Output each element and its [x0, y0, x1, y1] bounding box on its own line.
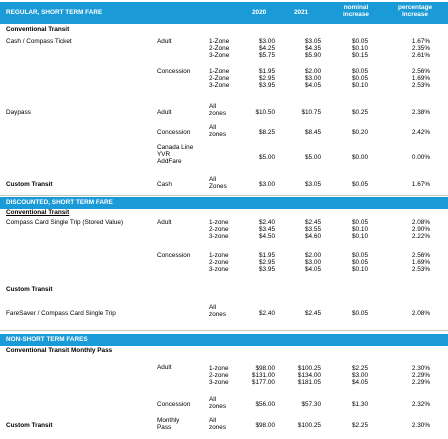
zone-list-item: 2-zone [209, 372, 229, 380]
value-2020-item: $1.95 [259, 68, 275, 75]
rider-type: Concession [157, 252, 191, 259]
percentage-increase-item: 2.35% [411, 45, 430, 53]
percentage-increase-item: 2.90% [411, 226, 430, 234]
value-2020: $3.00 [259, 181, 275, 188]
percentage-increase [400, 38, 430, 60]
value-2020-item: $3.00 [259, 38, 275, 45]
nominal-increase: $2.25 [352, 422, 368, 429]
rider-type: Adult [157, 219, 172, 226]
header-nominal-line: nominal [343, 4, 369, 11]
zone-list-item: 1-zone [209, 252, 229, 259]
zone-list-line: All [209, 124, 217, 131]
zone-list-line: zones [209, 424, 227, 432]
percentage-increase-item: 1.67% [411, 38, 430, 45]
compass-single-adult [0, 219, 448, 245]
value-2021-item: $2.00 [305, 252, 321, 259]
value-2021-item: $134.00 [297, 372, 321, 380]
zone-list-line: zones [209, 131, 227, 139]
rider-type: Concession [157, 68, 191, 75]
value-2020-item: $4.50 [259, 233, 275, 241]
custom-transit-monthly [0, 417, 448, 437]
percentage-increase: 2.32% [411, 401, 430, 408]
percentage-increase-item: 2.29% [411, 372, 430, 380]
nominal-increase [340, 365, 368, 387]
value-2021-item: $3.00 [305, 259, 321, 267]
zone-list [209, 68, 229, 90]
zone-list [209, 417, 226, 431]
zone-list [209, 176, 227, 190]
custom-transit-regular [0, 176, 448, 193]
value-2021: $57.30 [301, 401, 321, 408]
percentage-increase-item: 1.69% [411, 259, 430, 267]
rider-type-line: Canada Line [157, 144, 194, 151]
zone-list-line: All [209, 176, 217, 183]
value-2020-item: $3.95 [259, 266, 275, 274]
rider-type: Concession [157, 401, 191, 408]
row-divider [0, 330, 448, 331]
header-title: REGULAR, SHORT TERM FARE [6, 9, 103, 16]
daypass-yvr [0, 144, 448, 172]
nominal-increase-item: $0.05 [352, 259, 368, 267]
value-2021-item: $3.05 [305, 38, 321, 45]
zone-list [209, 304, 226, 318]
fare-type-label: Custom Transit [6, 181, 53, 188]
value-2020 [249, 252, 275, 274]
value-2020 [249, 365, 275, 387]
value-2020-item: $98.00 [255, 365, 275, 372]
zone-list-item: 1-zone [209, 365, 229, 372]
percentage-increase [400, 219, 430, 241]
percentage-increase-item: 1.69% [411, 75, 430, 83]
nominal-increase-item: $0.10 [352, 82, 368, 90]
header-nominal [338, 4, 374, 18]
value-2021-item: $100.25 [297, 365, 321, 372]
value-2021-item: $4.35 [305, 45, 321, 53]
header-2020: 2020 [252, 9, 267, 16]
nominal-increase [340, 38, 368, 60]
zone-list-item: 1-zone [209, 219, 229, 226]
section-title: NON-SHORT TERM FARES [6, 336, 88, 343]
zone-list [209, 38, 229, 60]
nominal-increase-item: $0.05 [352, 75, 368, 83]
zone-list [209, 396, 226, 410]
value-2020-item: $2.95 [259, 259, 275, 267]
rider-type: Concession [157, 129, 191, 136]
percentage-increase-item: 2.30% [411, 365, 430, 372]
value-2021-item: $4.05 [305, 82, 321, 90]
zone-list-item: 2-zone [209, 226, 229, 234]
compass-single-concession [0, 252, 448, 280]
value-2021-item: $4.60 [305, 233, 321, 241]
percentage-increase-item: 2.08% [411, 219, 430, 226]
value-2020-item: $177.00 [251, 379, 275, 387]
value-2021-item: $181.05 [297, 379, 321, 387]
value-2021 [291, 68, 321, 90]
fare-type-label: Custom Transit [6, 286, 53, 293]
percentage-increase: 2.42% [411, 129, 430, 136]
percentage-increase: 2.08% [411, 310, 430, 317]
percentage-increase: 2.38% [411, 109, 430, 116]
nominal-increase-item: $0.10 [352, 226, 368, 234]
monthly-adult [0, 364, 448, 394]
zone-list-line: All [209, 396, 217, 403]
rider-type-line: YVR [157, 151, 171, 159]
zone-list-item: 1-Zone [209, 68, 230, 75]
zone-list-line: zones [209, 110, 227, 118]
value-2020-item: $131.00 [251, 372, 275, 380]
zone-list-line: zones [209, 311, 227, 319]
percentage-increase-item: 2.22% [411, 233, 430, 241]
section-conventional [0, 26, 448, 36]
value-2021: $5.00 [305, 154, 321, 161]
nominal-increase: $0.05 [352, 310, 368, 317]
header-percentage-line: increase [402, 11, 428, 19]
zone-list [209, 252, 229, 274]
fare-type-label: Custom Transit [6, 422, 53, 429]
value-2020-item: $4.25 [259, 45, 275, 53]
zone-list-line: All [209, 103, 217, 110]
monthly-concession [0, 396, 448, 412]
percentage-increase-item: 2.56% [411, 252, 430, 259]
zone-list-item: 3-zone [209, 233, 229, 241]
zone-list-item: 2-Zone [209, 75, 230, 83]
percentage-increase-item: 2.53% [411, 266, 430, 274]
zone-list-item: 3-Zone [209, 52, 230, 60]
rider-type [157, 417, 179, 431]
nominal-increase-item: $0.05 [352, 252, 368, 259]
rider-type: Adult [157, 109, 172, 116]
header-nominal-line: increase [343, 11, 369, 19]
nominal-increase-item: $0.05 [352, 38, 368, 45]
rider-type-line: Monthly [157, 417, 180, 424]
value-2020: $5.00 [259, 154, 275, 161]
section-label: Conventional Transit [6, 26, 70, 33]
rider-type-line: Pass [157, 424, 172, 432]
value-2020-item: $3.95 [259, 82, 275, 90]
value-2020 [249, 68, 275, 90]
value-2021-item: $3.00 [305, 75, 321, 83]
zone-list [209, 124, 226, 138]
value-2020: $56.00 [255, 401, 275, 408]
nominal-increase: $0.00 [352, 154, 368, 161]
nominal-increase-item: $0.15 [352, 52, 368, 60]
percentage-increase-item: 2.61% [411, 52, 430, 60]
daypass-adult [0, 103, 448, 123]
value-2021-item: $3.55 [305, 226, 321, 234]
faresaver-row [0, 304, 448, 324]
fare-type-label: Compass Card Single Trip (Stored Value) [6, 219, 124, 226]
value-2020: $98.00 [255, 422, 275, 429]
cash-compass-adult [0, 38, 448, 60]
percentage-increase [400, 68, 430, 90]
section-title: DISCOUNTED, SHORT TERM FARE [6, 199, 113, 206]
percentage-increase-item: 2.53% [411, 82, 430, 90]
fare-type-label: Cash / Compass Ticket [6, 38, 72, 45]
nominal-increase [340, 68, 368, 90]
value-2020: $10.50 [255, 109, 275, 116]
header-percentage [393, 4, 437, 18]
nominal-increase-item: $0.05 [352, 219, 368, 226]
value-2020 [249, 38, 275, 60]
zone-list-item: 2-Zone [209, 45, 230, 53]
nominal-increase-item: $0.05 [352, 68, 368, 75]
value-2021 [291, 365, 321, 387]
value-2021: $2.45 [305, 310, 321, 317]
zone-list-item: 2-zone [209, 259, 229, 267]
rider-type-line: AddFare [157, 158, 182, 166]
header-percentage-line: percentage [397, 4, 433, 11]
value-2021-item: $4.05 [305, 266, 321, 274]
percentage-increase [400, 365, 430, 387]
percentage-increase-item: 2.56% [411, 68, 430, 75]
nominal-increase: $0.25 [352, 109, 368, 116]
value-2021: $100.25 [297, 422, 321, 429]
zone-list-item: 3-Zone [209, 82, 230, 90]
daypass-concession [0, 124, 448, 140]
value-2021: $3.05 [305, 181, 321, 188]
section-label: Conventional Transit Monthly Pass [6, 347, 113, 354]
value-2021-item: $2.45 [305, 219, 321, 226]
percentage-increase: 1.67% [411, 181, 430, 188]
rider-type: Cash [157, 181, 172, 188]
value-2021 [291, 38, 321, 60]
value-2020-item: $3.45 [259, 226, 275, 234]
value-2020-item: $2.40 [259, 219, 275, 226]
nominal-increase-item: $4.05 [352, 379, 368, 387]
value-2020: $8.25 [259, 129, 275, 136]
rider-type: Adult [157, 364, 172, 371]
nominal-increase [340, 219, 368, 241]
percentage-increase: 2.30% [411, 422, 430, 429]
zone-list-line: zones [209, 403, 227, 411]
rider-type [157, 144, 193, 166]
row-divider [0, 195, 448, 196]
header-2021: 2021 [294, 9, 309, 16]
nominal-increase [340, 252, 368, 274]
value-2021-item: $2.00 [305, 68, 321, 75]
section-conventional-discounted [0, 209, 448, 218]
fare-type-label: Daypass [6, 109, 31, 116]
zone-list [209, 219, 229, 241]
value-2021: $8.45 [305, 129, 321, 136]
nonshort-header [0, 334, 448, 346]
zone-list-item: 1-Zone [209, 38, 230, 45]
section-monthly [0, 347, 448, 357]
percentage-increase-item: 2.29% [411, 379, 430, 387]
zone-list-item: 3-zone [209, 266, 229, 274]
nominal-increase: $0.20 [352, 129, 368, 136]
nominal-increase-item: $2.25 [352, 365, 368, 372]
zone-list-line: All [209, 417, 217, 424]
value-2020-item: $2.95 [259, 75, 275, 83]
value-2021 [291, 252, 321, 274]
value-2021-item: $5.90 [305, 52, 321, 60]
zone-list-line: All [209, 304, 217, 311]
nominal-increase: $1.30 [352, 401, 368, 408]
nominal-increase-item: $0.10 [352, 266, 368, 274]
discounted-header [0, 197, 448, 209]
value-2020-item: $1.95 [259, 252, 275, 259]
value-2021 [291, 219, 321, 241]
zone-list [209, 365, 229, 387]
cash-compass-concession [0, 68, 448, 94]
percentage-increase: 0.00% [411, 154, 430, 161]
header-row [0, 2, 448, 24]
zone-list-item: 3-zone [209, 379, 229, 387]
nominal-increase-item: $0.10 [352, 233, 368, 241]
value-2021: $10.75 [301, 109, 321, 116]
section-label: Conventional Transit [6, 209, 70, 216]
zone-list-line: Zones [209, 183, 227, 191]
percentage-increase [400, 252, 430, 274]
fare-type-label: FareSaver / Compass Card Single Trip [6, 310, 116, 317]
custom-transit-discounted [0, 286, 448, 296]
nominal-increase-item: $0.10 [352, 45, 368, 53]
value-2020: $2.40 [259, 310, 275, 317]
zone-list [209, 103, 226, 117]
value-2020-item: $5.75 [259, 52, 275, 60]
value-2020 [249, 219, 275, 241]
nominal-increase: $0.05 [352, 181, 368, 188]
rider-type: Adult [157, 38, 172, 45]
nominal-increase-item: $3.00 [352, 372, 368, 380]
